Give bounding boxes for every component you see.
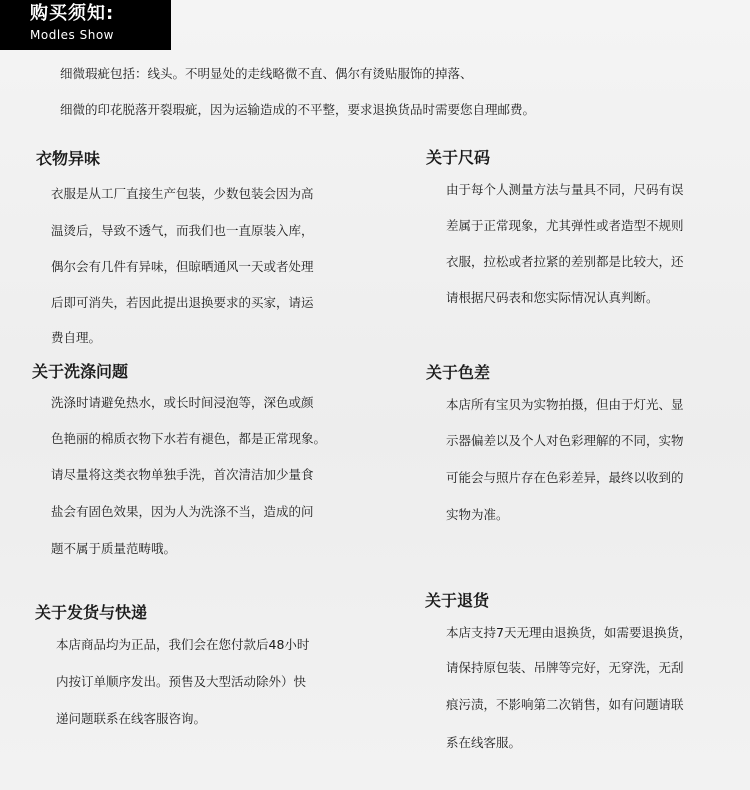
- section-color-line: 示器偏差以及个人对色彩理解的不同，实物: [446, 433, 684, 448]
- section-washing: [32, 362, 128, 382]
- section-odor-line: 偶尔会有几件有异味，但晾晒通风一天或者处理: [51, 259, 314, 274]
- section-shipping-line: 内按订单顺序发出。预售及大型活动除外）快: [56, 674, 307, 689]
- section-odor-line: 温烫后，导致不透气，而我们也一直原装入库，: [51, 223, 314, 238]
- section-size-line: 由于每个人测量方法与量具不同，尺码有误: [446, 182, 684, 197]
- section-washing-line: 题不属于质量范畴哦。: [51, 541, 177, 556]
- section-title-washing: 关于洗涤问题: [32, 362, 129, 381]
- section-size-line: 衣服，拉松或者拉紧的差别都是比较大，还: [446, 254, 684, 269]
- section-color-line: 本店所有宝贝为实物拍摄，但由于灯光、显: [446, 397, 684, 412]
- section-title-size: 关于尺码: [426, 148, 491, 167]
- notice-title: 购买须知:: [30, 3, 115, 24]
- section-shipping-line: 递问题联系在线客服咨询。: [56, 711, 207, 726]
- section-color-line: 实物为准。: [446, 507, 509, 522]
- section-returns-line: 请保持原包装、吊牌等完好，无穿洗，无刮: [446, 660, 684, 675]
- intro-line-1: 细微瑕疵包括：线头。不明显处的走线略微不直、偶尔有烫贴服饰的掉落、: [60, 66, 473, 81]
- notice-subtitle: Modles Show: [30, 28, 114, 42]
- section-title-color-difference: 关于色差: [426, 363, 491, 382]
- section-odor-line: 后即可消失，若因此提出退换要求的买家，请运: [51, 295, 314, 310]
- section-washing-line: 请尽量将这类衣物单独手洗，首次清洁加少量食: [51, 467, 314, 482]
- section-odor-line: 衣服是从工厂直接生产包装，少数包装会因为高: [51, 186, 314, 201]
- section-washing-line: 色艳丽的棉质衣物下水若有褪色，都是正常现象。: [51, 431, 327, 446]
- section-returns-line: 本店支持7天无理由退换货，如需要退换货，: [446, 625, 692, 640]
- section-returns: [425, 591, 489, 611]
- section-title-returns: 关于退货: [425, 591, 490, 610]
- intro-line-2: 细微的印花脱落开裂瑕疵，因为运输造成的不平整，要求退换货品时需要您自理邮费。: [60, 102, 536, 117]
- section-size-line: 请根据尺码表和您实际情况认真判断。: [446, 290, 659, 305]
- section-washing-line: 洗涤时请避免热水，或长时间浸泡等，深色或颜: [51, 395, 314, 410]
- section-returns-line: 系在线客服。: [446, 735, 522, 750]
- section-color-difference: [426, 363, 490, 383]
- section-odor-line: 费自理。: [51, 330, 102, 345]
- section-size: [426, 148, 490, 168]
- section-shipping-line: 本店商品均为正品，我们会在您付款后48小时: [56, 637, 310, 652]
- section-shipping: [35, 603, 147, 623]
- notice-header: [0, 0, 171, 50]
- section-color-line: 可能会与照片存在色彩差异，最终以收到的: [446, 470, 684, 485]
- section-title-shipping: 关于发货与快递: [35, 603, 148, 622]
- section-returns-line: 痕污渍，不影响第二次销售，如有问题请联: [446, 697, 684, 712]
- section-size-line: 差属于正常现象，尤其弹性或者造型不规则: [446, 218, 684, 233]
- section-odor: [36, 149, 100, 169]
- section-title-odor: 衣物异味: [36, 149, 101, 168]
- section-washing-line: 盐会有固色效果，因为人为洗涤不当，造成的问: [51, 504, 314, 519]
